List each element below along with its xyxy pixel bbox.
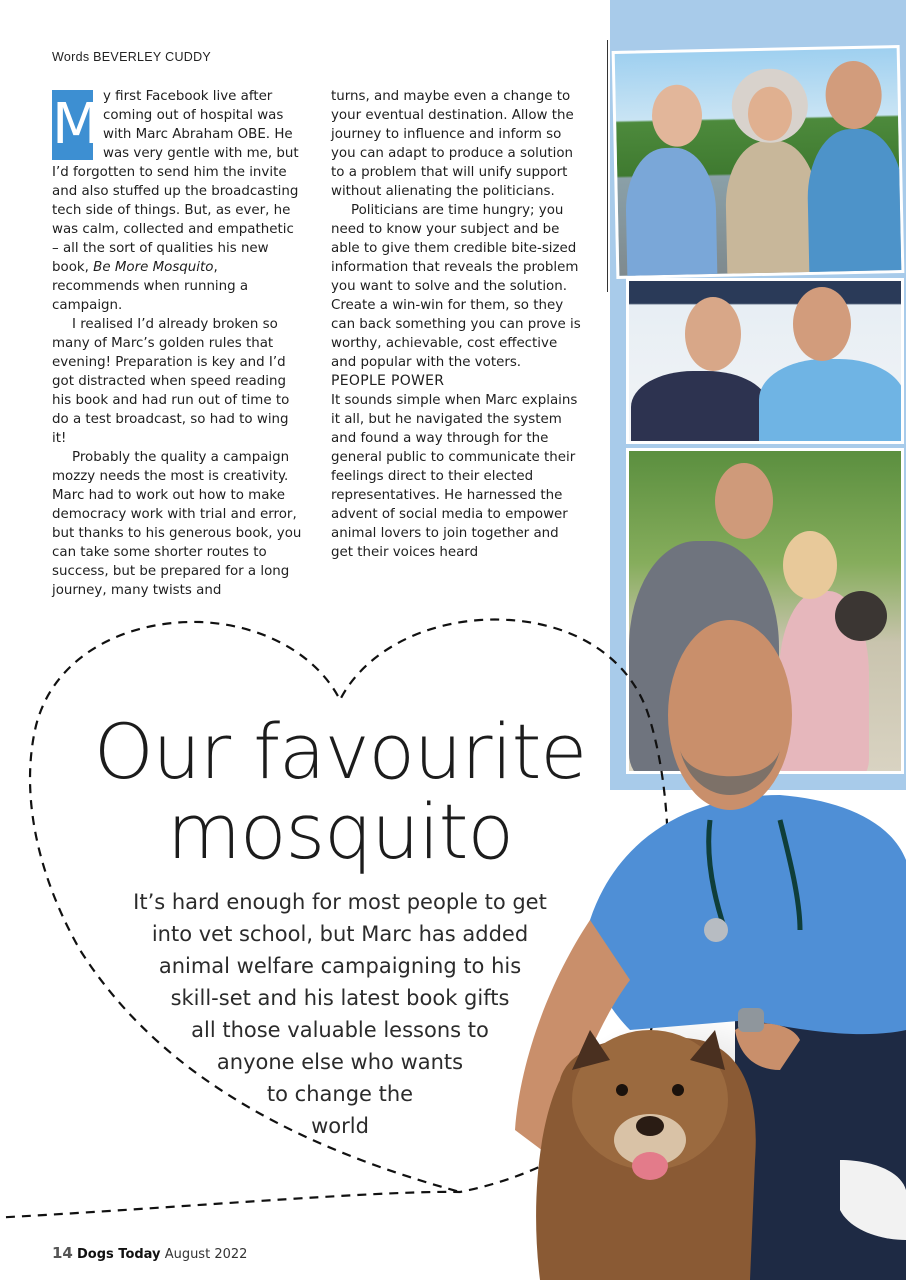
standfirst-line-1: It’s hard enough for most people to get xyxy=(133,890,547,914)
book-title: Be More Mosquito xyxy=(93,260,214,275)
paragraph-1-text: y first Facebook live after coming out of hospital was with Marc Abraham OBE. He was very gentle with me, but I’d forgotten to send him the invite and also stuffed up the broadcasting tech side of things. But, as ever, he was calm, collected and empathetic – all the sort of qualities his new book, xyxy=(52,89,299,275)
wristwatch xyxy=(738,1008,764,1032)
standfirst-line-8: world xyxy=(311,1114,369,1138)
dog-eye-left xyxy=(616,1084,628,1096)
paragraph-4: turns, and maybe even a change to your eventual destination. Allow the journey to influence and inform so you can adapt to produce a solution to a problem that will unify support without alienating the politicians. xyxy=(331,89,574,199)
dog-eye-right xyxy=(672,1084,684,1096)
magazine-name: Dogs Today xyxy=(77,1247,161,1262)
dog-tongue xyxy=(632,1152,668,1180)
paragraph-5: Politicians are time hungry; you need to know your subject and be able to give them credible bite-sized information that reveals the problem you want to solve and the solution. Create a win-win for them, so they can back something you can prove is worthy, achievable, cost effective and popular with the voters. xyxy=(331,203,581,370)
dog-nose xyxy=(636,1116,664,1136)
page-footer xyxy=(52,1244,247,1262)
standfirst-line-3: animal welfare campaigning to his xyxy=(158,954,522,978)
standfirst-line-6: anyone else who wants xyxy=(216,1050,464,1074)
subheading: PEOPLE POWER xyxy=(331,373,445,389)
paragraph-1-end: , recommends when running a campaign. xyxy=(52,260,249,313)
headline-line-2: mosquito xyxy=(167,787,513,876)
headline xyxy=(40,707,640,876)
standfirst-line-4: skill-set and his latest book gifts xyxy=(170,986,510,1010)
standfirst-line-2: into vet school, but Marc has added xyxy=(151,922,529,946)
stethoscope-bell xyxy=(704,918,728,942)
standfirst-line-5: all those valuable lessons to xyxy=(191,1018,489,1042)
page-number: 14 xyxy=(52,1244,73,1262)
standfirst xyxy=(95,886,585,1142)
byline: Words BEVERLEY CUDDY xyxy=(52,50,212,64)
paragraph-3: Probably the quality a campaign mozzy needs the most is creativity. Marc had to work out how to make democracy work with trial and error, but thanks to his generous book, you can take some shorter routes to success, but be prepared for a long journey, many twists and xyxy=(52,450,302,598)
headline-line-1: Our favourite xyxy=(93,707,587,796)
paragraph-2: I realised I’d already broken so many of Marc’s golden rules that evening! Preparation is key and I’d got distracted when speed reading his book and had run out of time to do a test broadcast, so had to wing it! xyxy=(52,317,290,446)
issue-date: August 2022 xyxy=(164,1247,248,1262)
drop-cap: M xyxy=(52,90,93,160)
paragraph-6: It sounds simple when Marc explains it all, but he navigated the system and found a way through for the general public to communicate their feelings direct to their elected representatives. He harnessed the advent of social media to empower animal lovers to join together and get their voices heard xyxy=(331,393,578,560)
standfirst-line-7: to change the xyxy=(266,1082,414,1106)
